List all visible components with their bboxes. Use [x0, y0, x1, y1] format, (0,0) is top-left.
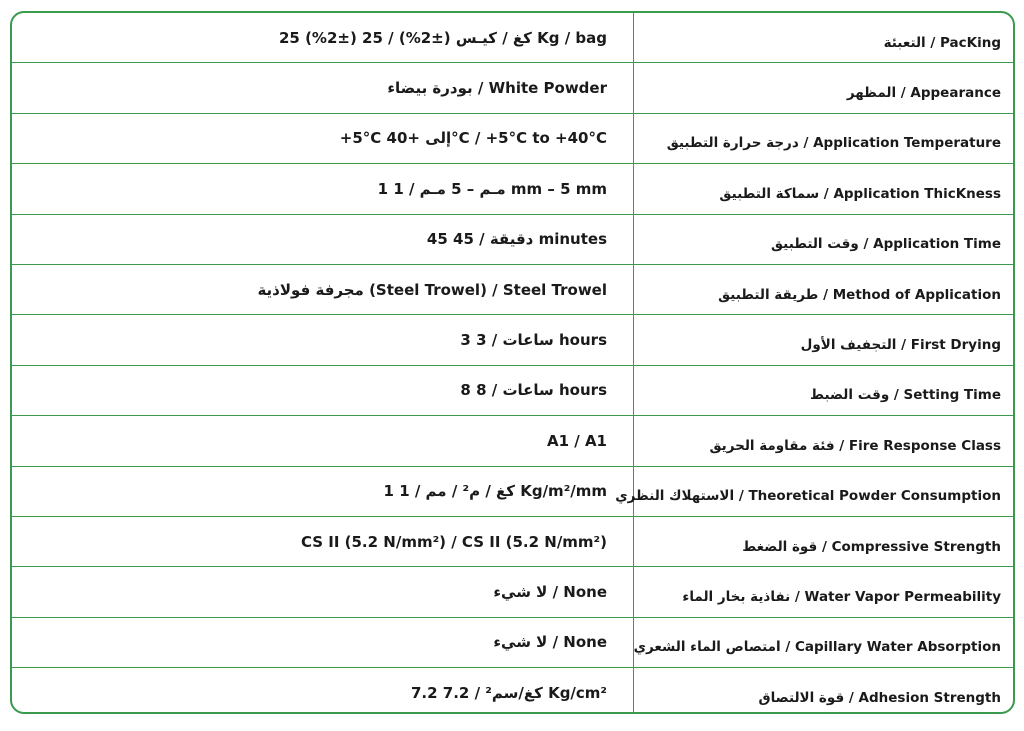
spec-table — [10, 11, 1015, 714]
spec-label: درجة حرارة التطبيق / Application Temperature — [666, 135, 1001, 152]
table-row — [12, 13, 1013, 63]
spec-value: 25 كغ / كيـس (±2%) / 25 (±2%) Kg / bag — [278, 28, 607, 47]
spec-label: سماكة التطبيق / Application ThicKness — [719, 185, 1001, 202]
spec-label: الاستهلاك النظري / Theoretical Powder Consumption — [615, 488, 1001, 505]
spec-label: وقت الضبط / Setting Time — [810, 387, 1001, 404]
spec-label: طريقة التطبيق / Method of Application — [718, 286, 1001, 303]
spec-label: التعبئة / PacKing — [883, 34, 1001, 51]
table-row — [12, 567, 1013, 617]
spec-value: 1 مـم – 5 مـم / 1 mm – 5 mm — [377, 179, 607, 198]
table-row — [12, 668, 1013, 714]
spec-value: A1 / A1 — [546, 431, 607, 450]
table-row — [12, 114, 1013, 164]
table-row — [12, 517, 1013, 567]
table-row — [12, 618, 1013, 668]
spec-value: 1 كغ / م² / مم / 1 Kg/m²/mm — [383, 482, 607, 501]
table-row — [12, 315, 1013, 365]
spec-value: مجرفة فولاذية (Steel Trowel) / Steel Trowel — [257, 280, 607, 299]
spec-label: وقت التطبيق / Application Time — [771, 236, 1001, 253]
spec-label: قوة الضغط / Compressive Strength — [742, 538, 1001, 555]
spec-value: +5°C إلى +40°C / +5°C to +40°C — [339, 129, 607, 148]
table-row — [12, 467, 1013, 517]
spec-label: فئة مقاومة الحريق / Fire Response Class — [709, 437, 1001, 454]
table-row — [12, 366, 1013, 416]
spec-label: التجفيف الأول / First Drying — [800, 337, 1001, 354]
table-row — [12, 265, 1013, 315]
spec-value: 7.2 كغ/سم² / 7.2 Kg/cm² — [410, 684, 607, 703]
spec-label: امتصاص الماء الشعري / Capillary Water Absorption — [633, 639, 1001, 656]
spec-value: لا شيء / None — [493, 582, 607, 601]
spec-label: نفاذية بخار الماء / Water Vapor Permeability — [682, 588, 1001, 605]
spec-value: 3 ساعات / 3 hours — [460, 331, 607, 350]
spec-label: المظهر / Appearance — [846, 85, 1001, 102]
table-row — [12, 416, 1013, 466]
spec-label: قوة الالتصاق / Adhesion Strength — [758, 690, 1001, 707]
spec-value: لا شيء / None — [493, 633, 607, 652]
spec-value: 8 ساعات / 8 hours — [460, 381, 607, 400]
table-row — [12, 63, 1013, 113]
table-row — [12, 215, 1013, 265]
spec-value: 45 دقيقة / 45 minutes — [426, 230, 607, 249]
spec-value: CS II (5.2 N/mm²) / CS II (5.2 N/mm²) — [300, 532, 607, 551]
table-row — [12, 164, 1013, 214]
spec-value: بودرة بيضاء / White Powder — [387, 79, 607, 98]
